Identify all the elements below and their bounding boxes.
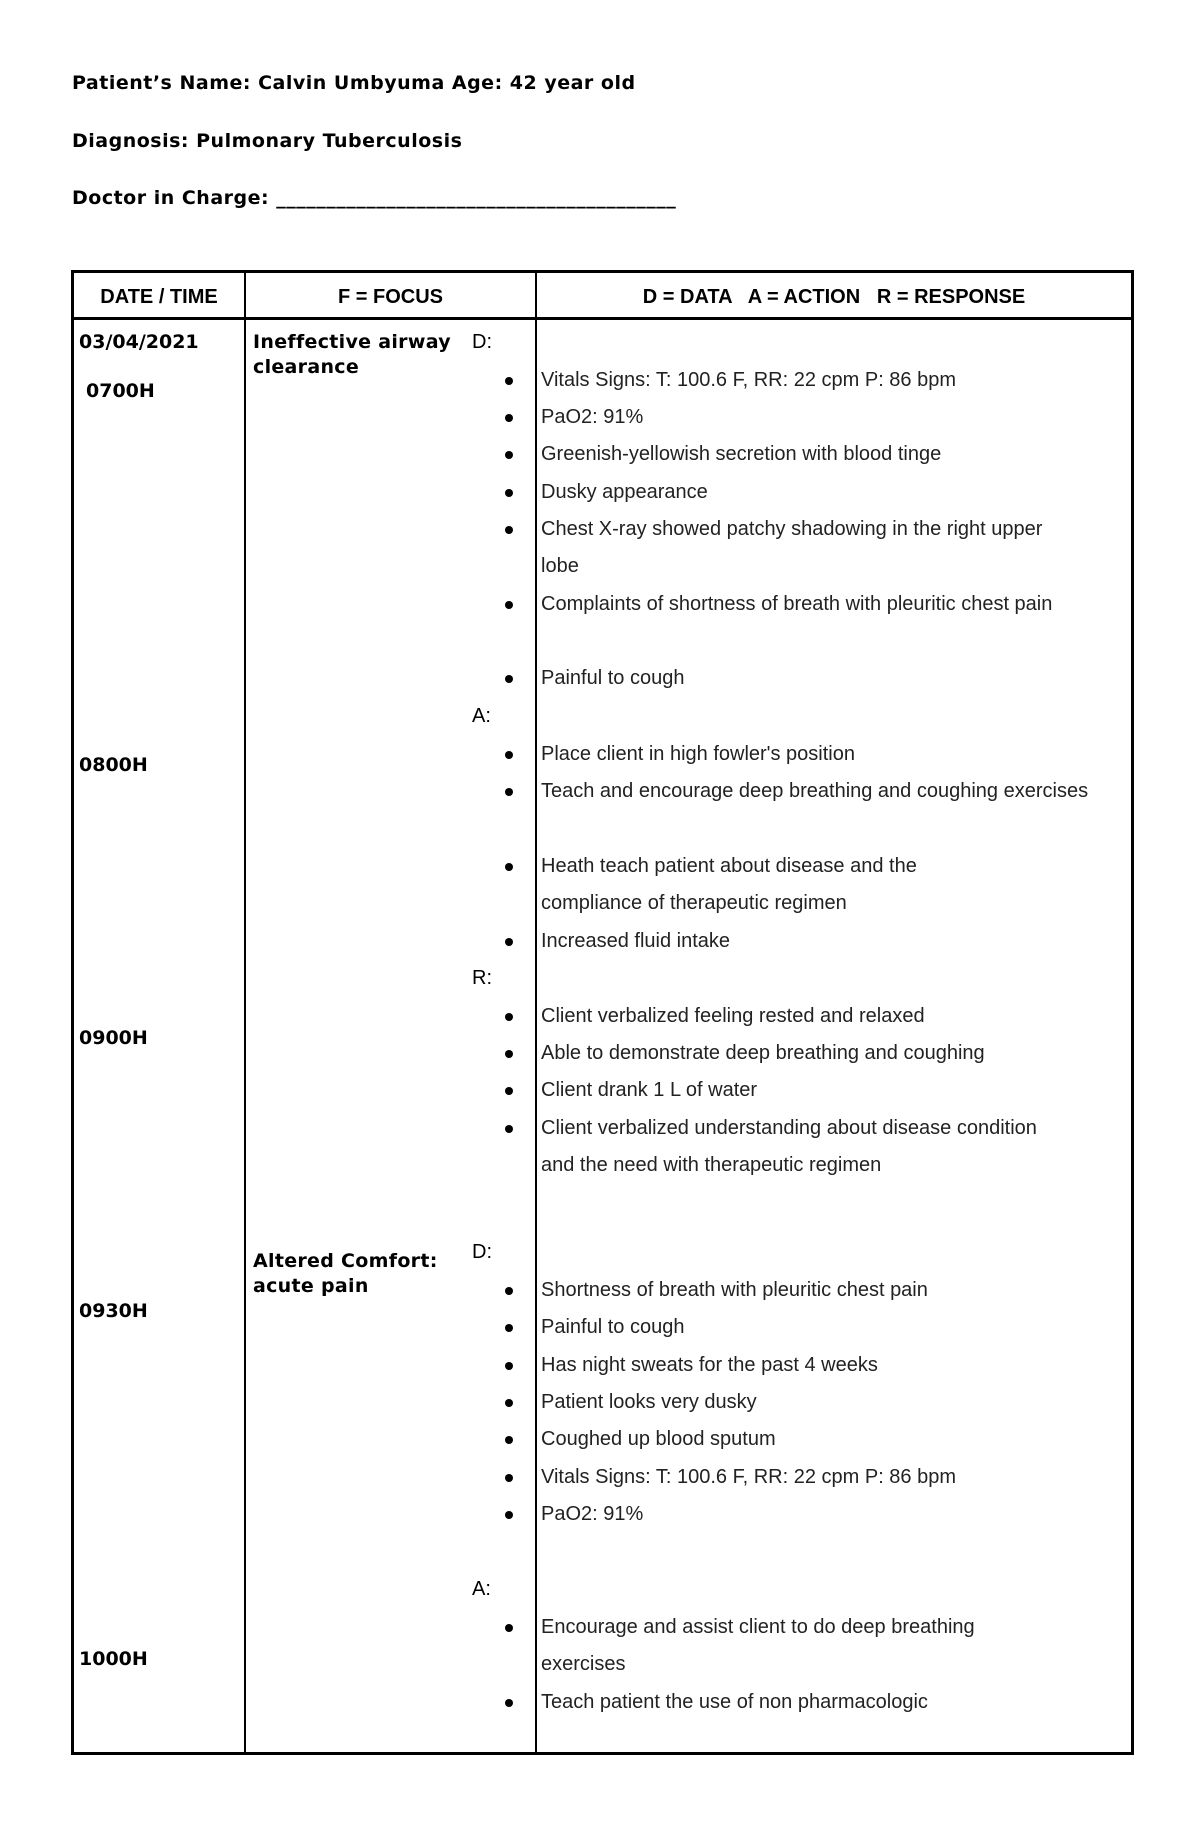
header-row-divider: [74, 317, 1131, 320]
focus-entry: Altered Comfort: acute pain: [253, 1250, 438, 1297]
doctor-in-charge-line: Doctor in Charge: ________________________________________: [72, 187, 677, 209]
bullet-item: Vitals Signs: T: 100.6 F, RR: 22 cpm P: 86 bpm: [541, 362, 1131, 399]
entry-date: 03/04/2021: [79, 331, 199, 353]
bullet-item: Complaints of shortness of breath with pleuritic chest pain: [541, 586, 1131, 623]
bullet-item: Greenish-yellowish secretion with blood tinge: [541, 436, 1131, 473]
bullet-item: PaO2: 91%: [541, 1496, 1131, 1533]
bullet-item: Heath teach patient about disease and the compliance of therapeutic regimen: [541, 848, 1021, 922]
bullet-item: Dusky appearance: [541, 474, 1131, 511]
entry-time: 0900H: [79, 1027, 148, 1049]
bullet-item: PaO2: 91%: [541, 399, 1131, 436]
patient-name-line: Patient’s Name: Calvin Umbyuma Age: 42 year old: [72, 72, 636, 94]
bullet-item: Has night sweats for the past 4 weeks: [541, 1347, 1131, 1384]
diagnosis-line: Diagnosis: Pulmonary Tuberculosis: [72, 130, 463, 152]
section-label-data: D:: [472, 1241, 492, 1263]
column-header-date-time: DATE / TIME: [100, 286, 218, 308]
entry-time: 0930H: [79, 1300, 148, 1322]
section-label-response: R:: [472, 967, 492, 989]
bullet-item: Increased fluid intake: [541, 923, 1131, 960]
section-label-action: A:: [472, 1578, 491, 1600]
bullet-item: Teach and encourage deep breathing and coughing exercises: [541, 773, 1131, 810]
bullet-item: Chest X-ray showed patchy shadowing in the right upper lobe: [541, 511, 1061, 585]
bullet-item: Client verbalized understanding about disease condition and the need with therapeutic regimen: [541, 1110, 1061, 1184]
section-label-data: D:: [472, 331, 492, 353]
column-divider: [535, 273, 537, 1752]
column-header-dar: D = DATA A = ACTION R = RESPONSE: [642, 286, 1026, 308]
bullet-item: Client verbalized feeling rested and relaxed: [541, 998, 1131, 1035]
column-header-focus: F = FOCUS: [337, 286, 443, 308]
column-divider: [244, 273, 246, 1752]
bullet-item: Place client in high fowler's position: [541, 736, 1131, 773]
bullet-item: Able to demonstrate deep breathing and coughing: [541, 1035, 1131, 1072]
entry-time: 0800H: [79, 754, 148, 776]
bullet-item: Patient looks very dusky: [541, 1384, 1131, 1421]
focus-entry: Ineffective airway clearance: [253, 331, 451, 378]
bullet-item: Vitals Signs: T: 100.6 F, RR: 22 cpm P: 86 bpm: [541, 1459, 1131, 1496]
bullet-item: Coughed up blood sputum: [541, 1421, 1131, 1458]
bullet-item: Painful to cough: [541, 660, 1131, 697]
bullet-item: Shortness of breath with pleuritic chest pain: [541, 1272, 1131, 1309]
bullet-item: Teach patient the use of non pharmacologic: [541, 1684, 1131, 1721]
bullet-item: Client drank 1 L of water: [541, 1072, 1131, 1109]
section-label-action: A:: [472, 705, 491, 727]
bullet-item: Encourage and assist client to do deep breathing exercises: [541, 1609, 1041, 1683]
entry-time: 0700H: [86, 380, 155, 402]
bullet-item: Painful to cough: [541, 1309, 1131, 1346]
entry-time: 1000H: [79, 1648, 148, 1670]
